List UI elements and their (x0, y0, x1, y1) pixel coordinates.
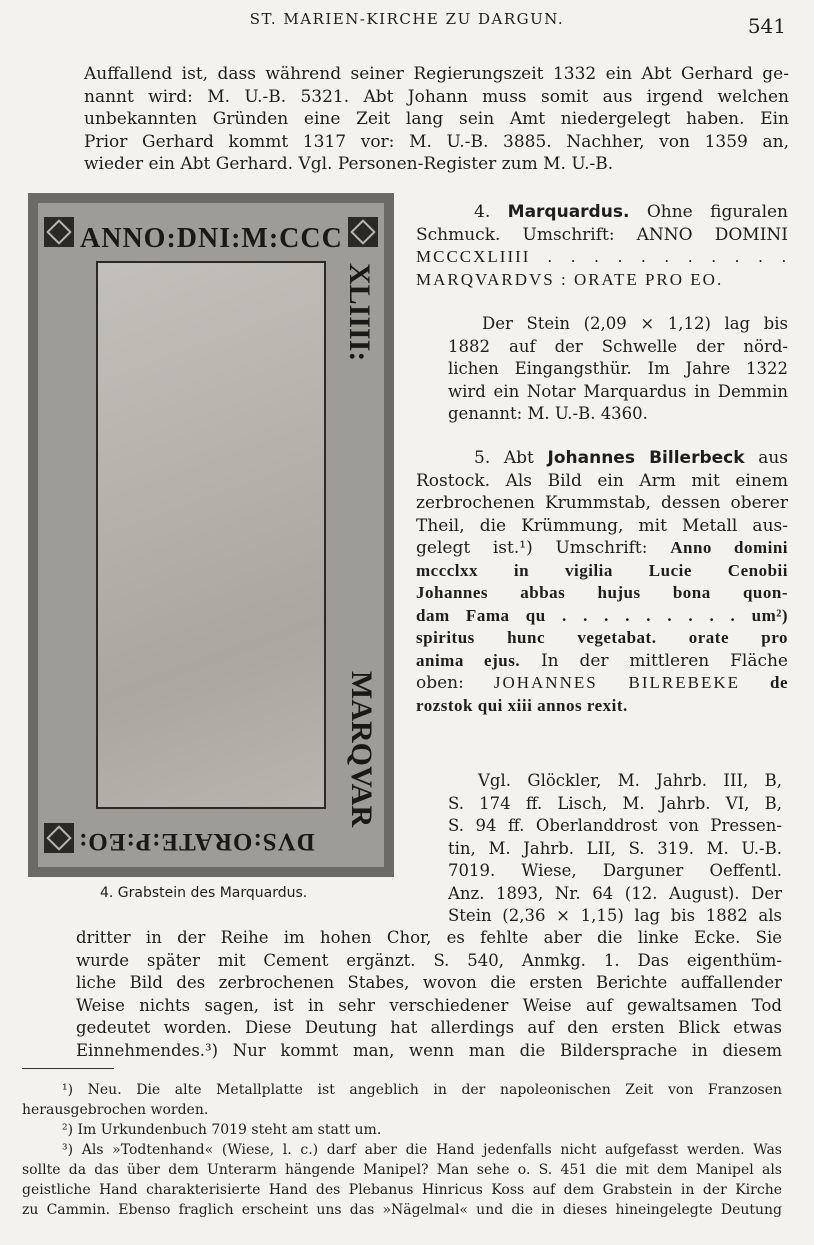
text-line: S. 94 ff. Oberlanddrost von Pressen- (448, 816, 782, 835)
text-line: Auffallend ist, dass während seiner Regierungszeit 1332 ein Abt Gerhard ge- (84, 64, 789, 84)
entry-number: 4. (474, 202, 491, 222)
gravestone-figure (28, 193, 394, 877)
stone-center-field (96, 261, 326, 809)
inscription-right-top: XLIIII: (343, 263, 376, 362)
inscription-top: ANNO:DNI:M:CCC (80, 223, 343, 254)
inscription-bottom: DVS:ORATE:P:EO: (78, 828, 315, 855)
text-line: Vgl. Glöckler, M. Jahrb. III, B, (478, 771, 782, 790)
gravestone-image (38, 203, 384, 867)
intro-paragraph (84, 63, 789, 176)
text-line: gedeutet worden. Diese Deutung hat allerdings auf den ersten Blick etwas (76, 1018, 782, 1037)
text-line: tin, M. Jahrb. LII, S. 319. M. U.-B. (448, 838, 782, 858)
text-line: Ohne figuralen (646, 202, 788, 222)
inscription-text: JOHANNES BILREBEKE (493, 673, 741, 692)
text-line: genannt: M. U.-B. 4360. (448, 404, 648, 423)
text-line: gelegt ist.¹) Umschrift: (416, 538, 648, 558)
footnotes (22, 1080, 782, 1220)
header-title: ST. MARIEN-KIRCHE ZU DARGUN. (249, 10, 565, 28)
entry-number: 5. (474, 448, 491, 468)
text-line: Weise nichts sagen, ist in sehr verschiedener Weise auf gewaltsamen Tod (76, 995, 782, 1015)
footnote-line: herausgebrochen worden. (22, 1102, 209, 1118)
text-line: oben: (416, 673, 464, 693)
corner-ornament-icon (44, 823, 74, 853)
entry-5-continuation (76, 927, 782, 1062)
inscription-right-bottom: MARQVAR (345, 670, 378, 827)
entry-prefix: Abt (503, 448, 534, 468)
inscription-text: anima ejus. (416, 650, 521, 670)
footnote-line: zu Cammin. Ebenso fraglich erscheint uns das »Nägelmal« und die in dieses hineingelegte Deutung (22, 1202, 782, 1218)
entry-4-heading (416, 201, 788, 291)
entry-5-text (416, 447, 788, 717)
footnote-line: ³) Als »Todtenhand« (Wiese, l. c.) darf aber die Hand jedenfalls nicht aufgefasst werden. Was (62, 1142, 782, 1158)
text-line: zerbrochenen Krummstab, dessen oberer (416, 493, 788, 513)
entry-4-details (448, 313, 788, 426)
footnote-line: ¹) Neu. Die alte Metallplatte ist angeblich in der napoleonischen Zeit von Franzosen (62, 1082, 782, 1098)
text-line: dritter in der Reihe im hohen Chor, es fehlte aber die linke Ecke. Sie (76, 928, 782, 947)
text-line: Schmuck. Umschrift: ANNO DOMINI (416, 224, 788, 245)
text-line: liche Bild des zerbrochenen Stabes, wovon die ersten Berichte auffallender (76, 973, 782, 992)
text-line: wird ein Notar Marquardus in Demmin (448, 381, 788, 401)
entry-5-details (448, 770, 782, 928)
page-number: 541 (747, 14, 786, 38)
inscription-line: Johannes abbas hujus bona quon- (416, 583, 788, 602)
text-line: wieder ein Abt Gerhard. Vgl. Personen-Register zum M. U.-B. (84, 154, 614, 174)
footnote-divider (22, 1068, 114, 1069)
text-line: lichen Eingangsthür. Im Jahre 1322 (448, 359, 788, 378)
text-line: Anz. 1893, Nr. 64 (12. August). Der (448, 883, 782, 903)
text-line: aus (758, 448, 788, 468)
footnote-line: ²) Im Urkundenbuch 7019 steht am statt um. (62, 1122, 382, 1138)
text-line: Prior Gerhard kommt 1317 vor: M. U.-B. 3885. Nachher, von 1359 an, (84, 131, 789, 152)
text-line: unbekannten Gründen eine Zeit lang sein Amt niedergelegt haben. Ein (84, 109, 789, 129)
text-line: 1882 auf der Schwelle der nörd- (448, 336, 788, 356)
inscription-line: MARQVARDVS : ORATE PRO EO. (416, 269, 724, 289)
entry-name: Johannes Billerbeck (547, 448, 745, 468)
text-line: Rostock. Als Bild ein Arm mit einem (416, 470, 788, 491)
inscription-text: de (770, 673, 788, 692)
footnote-line: sollte da das über dem Unterarm hängende Manipel? Man sehe o. S. 451 die mit dem Manipel als (22, 1162, 782, 1178)
text-line: 7019. Wiese, Darguner Oeffentl. (448, 861, 782, 880)
text-line: wurde später mit Cement ergänzt. S. 540, Anmkg. 1. Das eigenthüm- (76, 950, 782, 970)
inscription-line: MCCCXLIIII . . . . . . . . . . . (416, 247, 788, 266)
text-line: In der mittleren Fläche (540, 650, 788, 671)
text-line: S. 174 ff. Lisch, M. Jahrb. VI, B, (448, 793, 782, 813)
footnote-line: geistliche Hand charakterisierte Hand des Plebanus Hinricus Koss auf dem Grabstein in der Kirche (22, 1182, 782, 1198)
text-line: Theil, die Krümmung, mit Metall aus- (416, 515, 788, 536)
inscription-text: Anno domini (670, 538, 788, 557)
figure-caption: 4. Grabstein des Marquardus. (100, 885, 308, 901)
text-line: nannt wird: M. U.-B. 5321. Abt Johann muss somit aus irgend welchen (84, 86, 789, 107)
inscription-line: dam Fama qu . . . . . . . . . um²) (416, 605, 788, 625)
entry-name: Marquardus. (507, 202, 630, 222)
corner-ornament-icon (44, 217, 74, 247)
text-line: Der Stein (2,09 × 1,12) lag bis (482, 314, 788, 333)
inscription-line: mccclxx in vigilia Lucie Cenobii (416, 560, 788, 580)
text-line: Einnehmendes.³) Nur kommt man, wenn man die Bildersprache in diesem (76, 1040, 782, 1060)
inscription-line: rozstok qui xiii annos rexit. (416, 695, 628, 715)
inscription-line: spiritus hunc vegetabat. orate pro (416, 628, 788, 647)
text-line: Stein (2,36 × 1,15) lag bis 1882 als (448, 906, 782, 925)
corner-ornament-icon (348, 217, 378, 247)
